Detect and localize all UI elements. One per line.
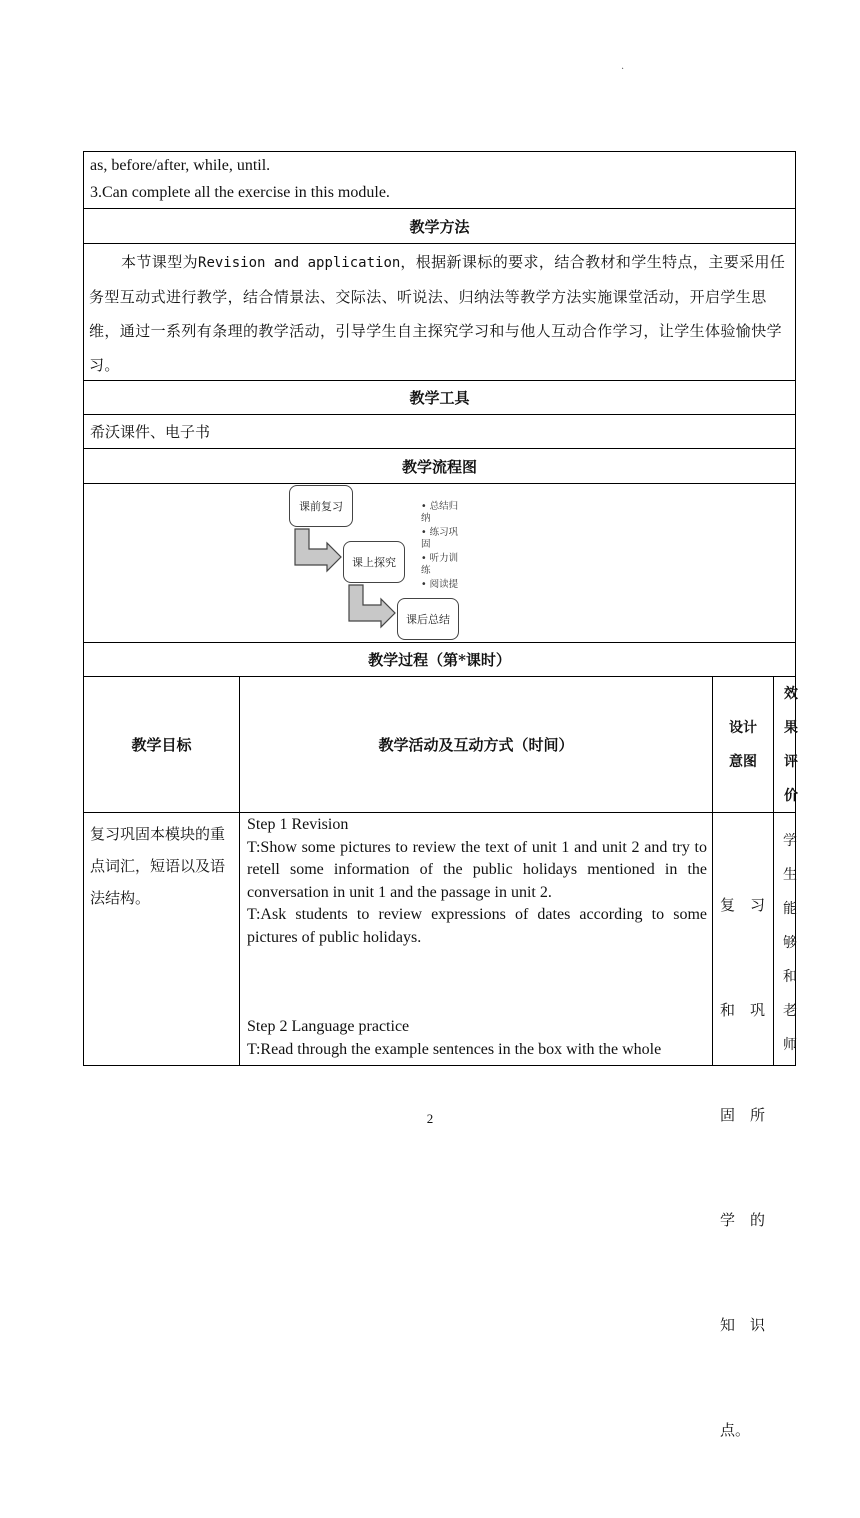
flowchart-bullet: • 总结归纳 bbox=[421, 501, 459, 524]
step1-paragraph: T:Ask students to review expressions of dates according to some pictures of public holidays. bbox=[247, 906, 707, 946]
methods-text-a: 本节课型为 bbox=[121, 253, 199, 271]
methods-paragraph bbox=[89, 245, 790, 382]
col-header-eval bbox=[781, 677, 801, 813]
flowchart-bullet: • 听力训练 bbox=[421, 553, 459, 576]
lesson-plan-table bbox=[83, 151, 798, 1439]
rule bbox=[84, 243, 795, 244]
objective-line: 3.Can complete all the exercise in this module. bbox=[90, 184, 390, 201]
intent-line: 固 所 bbox=[720, 1106, 766, 1124]
corner-mark: · bbox=[621, 64, 625, 75]
intent-line: 知 识 bbox=[720, 1316, 766, 1334]
methods-header: 教学方法 bbox=[409, 217, 470, 236]
eval-char: 果 bbox=[784, 720, 798, 736]
methods-lesson-type: Revision and application bbox=[198, 255, 401, 271]
eval-char: 师 bbox=[783, 1037, 797, 1053]
flowchart bbox=[289, 485, 489, 641]
eval-char: 和 bbox=[783, 969, 797, 985]
eval-char: 学 bbox=[783, 833, 797, 849]
eval-char: 价 bbox=[784, 788, 798, 804]
col-header-activity: 教学活动及互动方式（时间） bbox=[378, 736, 574, 754]
flowchart-header: 教学流程图 bbox=[401, 457, 477, 476]
tools-header: 教学工具 bbox=[409, 389, 470, 407]
methods-text-b: ，根据新课标的要求，结合教材和学生特点，主要采用任务型互动式进行教学，结合情景法、交际法、听说法、归纳法等教学方法实施课堂活动，开启学生思维，通过一系列有条理的教学活动，引导学生自主探究学习和与他人互动合作学习，让学生体验愉快学习。 bbox=[89, 253, 786, 374]
row-intent bbox=[720, 818, 770, 1518]
flowchart-box-3: 课后总结 bbox=[397, 598, 459, 640]
col-divider bbox=[773, 676, 774, 1066]
rule bbox=[84, 483, 795, 484]
flowchart-bullet: • 练习巩固 bbox=[421, 527, 459, 550]
intent-line: 和 巩 bbox=[720, 1001, 766, 1019]
row-objective: 复习巩固本模块的重点词汇，短语以及语法结构。 bbox=[90, 825, 226, 907]
row-eval bbox=[783, 824, 797, 1062]
spacer bbox=[247, 949, 707, 1016]
col-header-intent bbox=[713, 711, 773, 779]
eval-char: 老 bbox=[783, 1003, 797, 1019]
col-header-objective: 教学目标 bbox=[131, 736, 192, 754]
rule bbox=[84, 812, 795, 813]
eval-char: 效 bbox=[784, 686, 798, 702]
flowchart-bullet: • 阅读提 bbox=[421, 579, 459, 590]
eval-char: 能 bbox=[783, 901, 797, 917]
step2-title: Step 2 Language practice bbox=[247, 1018, 410, 1035]
intent-char: 设计 bbox=[729, 720, 757, 736]
objective-line: as, before/after, while, until. bbox=[90, 157, 271, 174]
row-activity bbox=[247, 814, 707, 1061]
intent-char: 意图 bbox=[729, 754, 757, 770]
step2-paragraph: T:Read through the example sentences in the box with the whole bbox=[247, 1040, 662, 1058]
step1-paragraph: T:Show some pictures to review the text of unit 1 and unit 2 and try to retell some information of the public holidays mentioned in the conversation in unit 1 and the passage in unit 2. bbox=[247, 838, 707, 901]
flowchart-box-2: 课上探究 bbox=[343, 541, 405, 583]
eval-char: 评 bbox=[784, 754, 798, 770]
intent-line: 学 的 bbox=[720, 1211, 766, 1229]
flowchart-box-1: 课前复习 bbox=[289, 485, 353, 527]
intent-line: 点。 bbox=[720, 1421, 751, 1439]
tools-content: 希沃课件、电子书 bbox=[90, 423, 211, 441]
step1-title: Step 1 Revision bbox=[247, 816, 349, 833]
eval-char: 够 bbox=[783, 935, 797, 951]
flowchart-bullets bbox=[421, 501, 465, 591]
page-number: 2 bbox=[426, 1111, 434, 1126]
process-header: 教学过程（第*课时） bbox=[368, 651, 511, 669]
intent-line: 复 习 bbox=[720, 896, 766, 914]
eval-char: 生 bbox=[783, 867, 797, 883]
